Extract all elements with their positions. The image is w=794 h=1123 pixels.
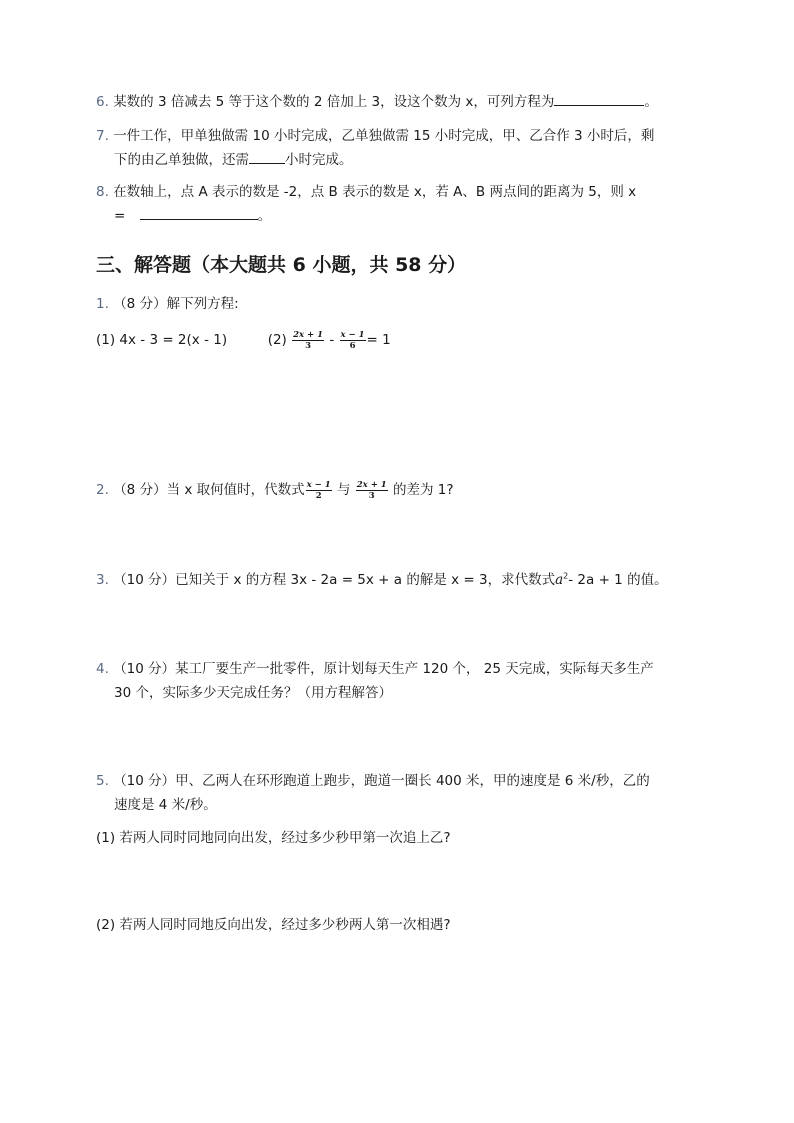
problem-4-line2 bbox=[114, 681, 392, 705]
problem-text-line1: （10 分）某工厂要生产一批零件，原计划每天生产 120 个， 25 天完成，实际每天多生产 bbox=[113, 661, 654, 677]
exponent: 2 bbox=[563, 571, 569, 581]
problem-5 bbox=[96, 769, 650, 793]
answer-blank[interactable] bbox=[140, 204, 258, 220]
problem-5-sub1 bbox=[96, 826, 451, 850]
answer-blank[interactable] bbox=[249, 148, 285, 164]
problem-text-line2: 速度是 4 米/秒。 bbox=[114, 797, 217, 813]
question-text-line1: 在数轴上，点 A 表示的数是 -2，点 B 表示的数是 x，若 A、B 两点间的距离为 5，则 x bbox=[113, 184, 637, 200]
answer-blank[interactable] bbox=[554, 90, 644, 106]
problem-text: （8 分）解下列方程: bbox=[113, 296, 239, 312]
problem-text-line2: 30 个，实际多少天完成任务？（用方程解答） bbox=[114, 685, 392, 701]
sub-question-1: (1) 若两人同时同地同向出发，经过多少秒甲第一次追上乙? bbox=[96, 830, 451, 846]
question-7 bbox=[96, 124, 654, 148]
variable-a: a bbox=[555, 572, 564, 588]
question-text-line2-end: 小时完成。 bbox=[285, 152, 353, 168]
question-number: 6. bbox=[96, 94, 109, 110]
problem-number: 3. bbox=[96, 572, 109, 588]
sub-question-2: (2) 若两人同时同地反向出发，经过多少秒两人第一次相遇? bbox=[96, 917, 451, 933]
question-7-line2 bbox=[114, 148, 353, 172]
minus-sign: - bbox=[329, 332, 335, 348]
problem-text: （8 分）当 x 取何值时，代数式 bbox=[113, 482, 305, 498]
equation-2-label: (2) bbox=[267, 332, 287, 348]
problem-5-sub2 bbox=[96, 913, 451, 937]
question-8 bbox=[96, 180, 636, 204]
question-8-line2 bbox=[114, 204, 271, 228]
problem-5-line2 bbox=[114, 793, 217, 817]
fraction: $\frac{x - 1}{2}$ bbox=[306, 479, 331, 501]
section-title: 三、解答题（本大题共 6 小题，共 58 分） bbox=[96, 254, 467, 276]
problem-number: 5. bbox=[96, 773, 109, 789]
problem-text-mid: 与 bbox=[336, 482, 351, 498]
question-end: 。 bbox=[257, 208, 272, 224]
question-end: 。 bbox=[644, 94, 658, 110]
question-text-line2: 下的由乙单独做，还需 bbox=[114, 152, 249, 168]
problem-2 bbox=[96, 478, 454, 502]
problem-text: （10 分）已知关于 x 的方程 3x - 2a = 5x + a 的解是 x = 3，求代数式 bbox=[113, 572, 556, 588]
equation-2-rhs: = 1 bbox=[366, 332, 391, 348]
problem-1-equations bbox=[96, 328, 391, 352]
equals-sign: = bbox=[114, 208, 126, 224]
equation-1: (1) 4x - 3 = 2(x - 1) bbox=[96, 332, 228, 348]
question-6 bbox=[96, 90, 658, 114]
problem-3 bbox=[96, 568, 668, 592]
fraction: $\frac{2x + 1}{3}$ bbox=[293, 329, 324, 351]
question-text-line1: 一件工作，甲单独做需 10 小时完成，乙单独做需 15 小时完成，甲、乙合作 3 小时后，剩 bbox=[113, 128, 655, 144]
problem-1 bbox=[96, 292, 239, 316]
question-text: 某数的 3 倍减去 5 等于这个数的 2 倍加上 3，设这个数为 x，可列方程为 bbox=[113, 94, 555, 110]
problem-text-end: 的差为 1? bbox=[393, 482, 454, 498]
problem-number: 4. bbox=[96, 661, 109, 677]
fraction: $\frac{2x + 1}{3}$ bbox=[356, 479, 387, 501]
question-number: 7. bbox=[96, 128, 109, 144]
problem-number: 2. bbox=[96, 482, 109, 498]
problem-text-end: - 2a + 1 的值。 bbox=[568, 572, 668, 588]
problem-4 bbox=[96, 657, 654, 681]
question-number: 8. bbox=[96, 184, 109, 200]
fraction: $\frac{x - 1}{6}$ bbox=[340, 329, 365, 351]
problem-text-line1: （10 分）甲、乙两人在环形跑道上跑步，跑道一圈长 400 米，甲的速度是 6 米/秒，乙的 bbox=[113, 773, 650, 789]
problem-number: 1. bbox=[96, 296, 109, 312]
